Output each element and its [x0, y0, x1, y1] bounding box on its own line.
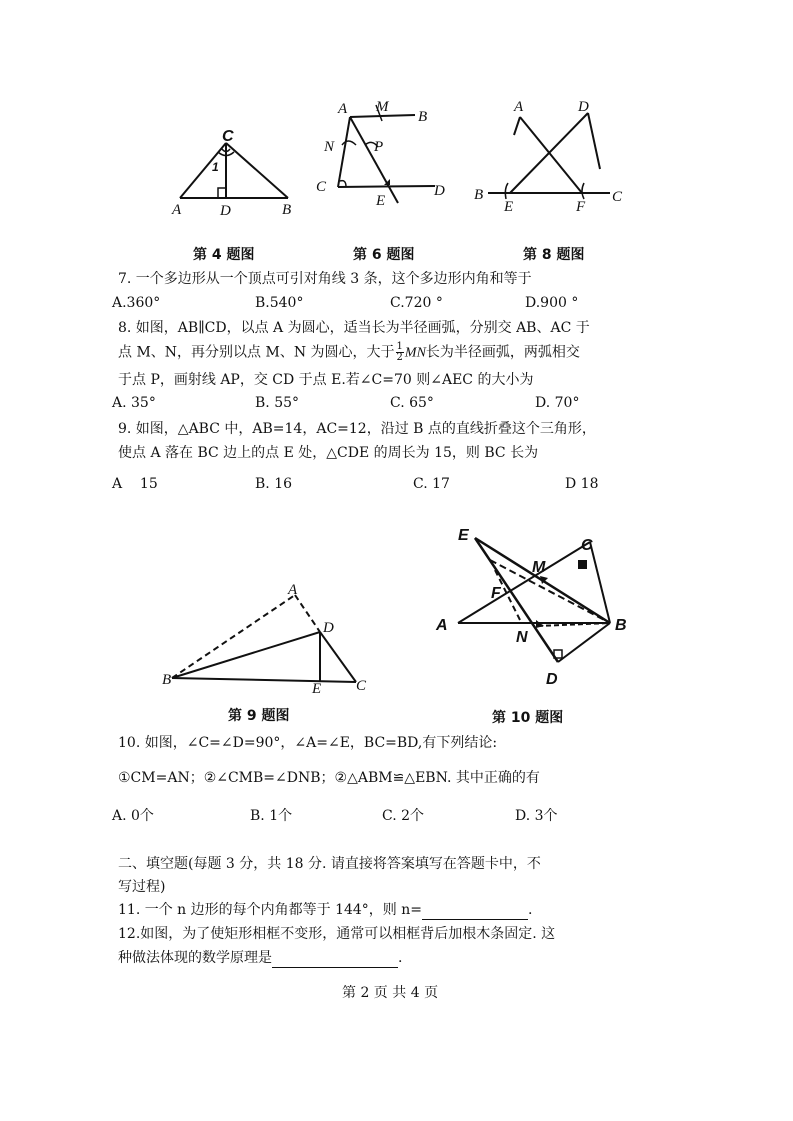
fig10-label-F: F: [491, 585, 501, 602]
page-footer: 第 2 页 共 4 页: [342, 985, 439, 1001]
section-2-heading-line-2: 写过程): [118, 879, 166, 895]
figure-6-caption: 第 6 题图: [353, 247, 415, 263]
fig6-label-M: M: [376, 99, 389, 115]
question-8-line-3: 于点 P，画射线 AP，交 CD 于点 E.若∠C=70 则∠AEC 的大小为: [118, 372, 534, 388]
q7-option-b: B.540°: [255, 295, 304, 311]
fig9-label-E: E: [312, 681, 322, 697]
q8-option-d: D. 70°: [535, 395, 580, 411]
figure-6: [310, 95, 460, 210]
q12-answer-blank: [272, 953, 398, 968]
fig8-label-B: B: [474, 187, 484, 203]
question-11: [118, 900, 532, 920]
fig8-label-E: E: [504, 199, 514, 215]
question-8-line-1: 8. 如图，AB∥CD，以点 A 为圆心，适当长为半径画弧，分别交 AB、AC 于: [118, 320, 590, 336]
q8-var-mn: MN: [404, 345, 426, 361]
q8-frac-den: 2: [396, 352, 403, 363]
fig6-label-P: P: [374, 139, 384, 155]
q11-text: 11. 一个 n 边形的每个内角都等于 144°，则 n=: [118, 902, 423, 918]
q10-option-a: A. 0个: [112, 808, 154, 824]
q8-line2-post: 长为半径画弧，两弧相交: [425, 344, 580, 361]
q9-option-c: C. 17: [413, 476, 450, 492]
question-9-line-1: 9. 如图，△ABC 中，AB=14，AC=12，沿过 B 点的直线折叠这个三角形，: [118, 421, 596, 437]
fig6-label-D: D: [434, 183, 445, 199]
fig4-label-1: 1: [212, 160, 219, 174]
figure-6-drawing: [310, 95, 460, 210]
q10-option-d: D. 3个: [515, 808, 558, 824]
fig9-label-A: A: [288, 582, 298, 598]
fig8-label-D: D: [578, 99, 589, 115]
fig9-label-C: C: [356, 678, 367, 694]
q8-option-a: A. 35°: [112, 395, 156, 411]
fig10-label-M: M: [532, 559, 546, 576]
fig4-label-B: B: [282, 202, 292, 218]
question-7-stem: 7. 一个多边形从一个顶点可引对角线 3 条，这个多边形内角和等于: [118, 271, 532, 287]
figure-8-drawing: [470, 95, 630, 215]
fig10-label-E: E: [458, 527, 469, 544]
fig8-label-C: C: [612, 189, 623, 205]
fig8-label-A: A: [514, 99, 524, 115]
q8-line2-pre: 点 M、N，再分别以点 M、N 为圆心，大于: [118, 344, 395, 361]
figure-10-caption: 第 10 题图: [492, 710, 564, 726]
question-12-line-1: 12.如图，为了使矩形相框不变形，通常可以相框背后加根木条固定. 这: [118, 926, 556, 942]
q7-option-d: D.900 °: [525, 295, 579, 311]
question-8-line-2: [118, 342, 580, 364]
fig9-label-D: D: [323, 620, 334, 636]
figure-10: [430, 520, 640, 690]
q8-frac-num: 1: [396, 341, 403, 352]
figure-9-caption: 第 9 题图: [228, 708, 290, 724]
question-10-line-1: 10. 如图，∠C=∠D=90°，∠A=∠E，BC=BD,有下列结论:: [118, 735, 498, 751]
fig10-label-C: C: [581, 537, 593, 554]
q9-option-d: D 18: [565, 476, 599, 492]
question-12-line-2: [118, 948, 402, 968]
fig6-label-B: B: [418, 109, 428, 125]
q8-option-c: C. 65°: [390, 395, 434, 411]
fig10-label-A: A: [436, 617, 448, 634]
figure-4-caption: 第 4 题图: [193, 247, 255, 263]
question-10-line-2: ①CM=AN；②∠CMB=∠DNB；②△ABM≌△EBN. 其中正确的有: [118, 770, 540, 786]
fig4-label-A: A: [172, 202, 182, 218]
question-9-line-2: 使点 A 落在 BC 边上的点 E 处，△CDE 的周长为 15，则 BC 长为: [118, 445, 539, 461]
fig6-label-N: N: [324, 139, 335, 155]
q7-option-c: C.720 °: [390, 295, 443, 311]
figure-9-drawing: [160, 580, 380, 695]
section-2-heading-line-1: 二、填空题(每题 3 分，共 18 分. 请直接将答案填写在答题卡中，不: [118, 856, 541, 872]
q9-option-b: B. 16: [255, 476, 293, 492]
fig10-label-D: D: [546, 671, 558, 688]
q12-period: .: [398, 950, 403, 966]
q7-option-a: A.360°: [112, 295, 161, 311]
fig4-label-C: C: [222, 128, 234, 145]
fig9-label-B: B: [162, 672, 172, 688]
fig8-label-F: F: [576, 199, 586, 215]
figure-8: [470, 95, 630, 215]
q9-option-a: A 15: [112, 476, 158, 492]
fig4-label-D: D: [220, 203, 231, 219]
q11-answer-blank: [422, 905, 528, 920]
figure-8-caption: 第 8 题图: [523, 247, 585, 263]
figure-4-drawing: [170, 125, 300, 220]
fig10-label-N: N: [516, 629, 528, 646]
q12-text: 种做法体现的数学原理是: [118, 950, 272, 966]
q8-option-b: B. 55°: [255, 395, 300, 411]
figure-4: [170, 125, 300, 220]
fig10-label-B: B: [615, 617, 627, 634]
fig6-label-C: C: [316, 179, 327, 195]
figure-9: [160, 580, 380, 695]
q11-period: .: [528, 902, 533, 918]
fig6-label-A: A: [338, 101, 348, 117]
fig6-label-E: E: [376, 193, 386, 209]
figure-10-drawing: [430, 520, 640, 690]
q10-option-b: B. 1个: [250, 808, 293, 824]
q10-option-c: C. 2个: [382, 808, 425, 824]
q8-fraction: [396, 342, 404, 363]
